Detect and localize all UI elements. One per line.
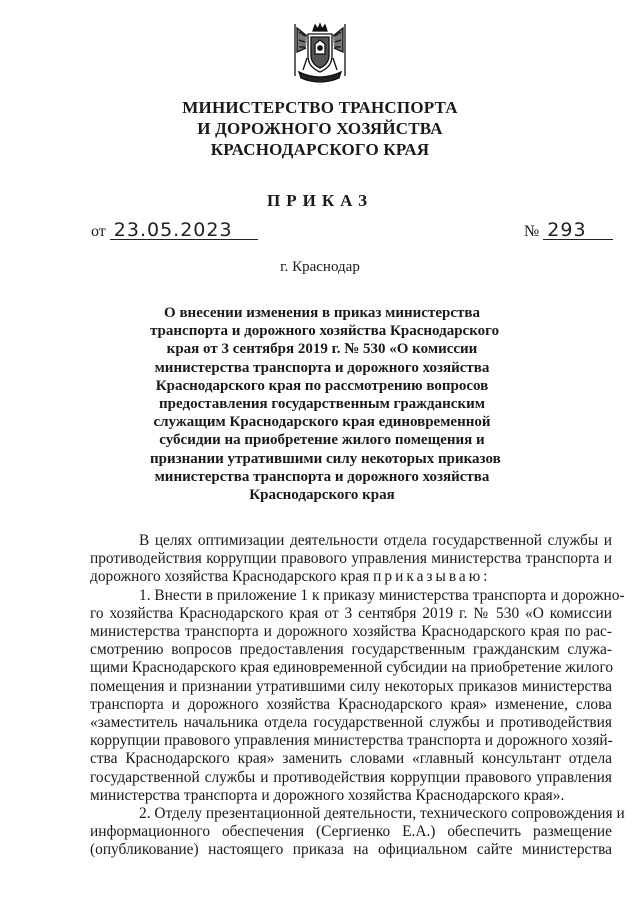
- body-line: го хозяйства Краснодарского края от 3 сентября 2019 г. № 530 «О комиссии: [90, 604, 612, 622]
- title-line: предоставления государственным гражданским: [159, 396, 485, 413]
- body-line: информационного обеспечения (Сергиенко Е.А.) обеспечить размещение: [90, 823, 612, 841]
- body-text: дорожного хозяйства Краснодарского края: [90, 568, 374, 586]
- ministry-name-line: МИНИСТЕРСТВО ТРАНСПОРТА: [182, 98, 458, 117]
- body-line: щими Краснодарского края единовременной субсидии на приобретение жилого: [90, 659, 614, 677]
- title-line: края от 3 сентября 2019 г. № 530 «О комиссии: [166, 341, 478, 358]
- body-line: 1. Внести в приложение 1 к приказу министерства транспорта и дорожно-: [139, 586, 625, 604]
- body-line: транспорта и дорожного хозяйства Краснодарского края» изменение, слова: [90, 695, 612, 713]
- body-line: коррупции правового управления министерства транспорта и дорожного хозяй-: [90, 732, 613, 750]
- order-date: 23.05.2023: [110, 221, 258, 240]
- body-line: противодействия коррупции правового управления министерства транспорта и: [90, 550, 612, 568]
- body-line: государственной службы и противодействия коррупции правового управления: [90, 768, 612, 786]
- title-line: министерства транспорта и дорожного хозяйства: [154, 359, 490, 376]
- order-number-row: [524, 221, 613, 241]
- title-line: признании утратившими силу некоторых приказов: [150, 450, 501, 467]
- body-line: ства Краснодарского края» заменить словами «главный консультант отдела: [90, 750, 612, 768]
- body-line: (опубликование) настоящего приказа на официальном сайте министерства: [90, 841, 612, 859]
- title-line: министерства транспорта и дорожного хозяйства: [154, 468, 490, 485]
- body-line: помещения и признании утратившими силу некоторых приказов министерства: [90, 677, 612, 695]
- title-line: Краснодарского края по рассмотрению вопросов: [155, 377, 489, 394]
- order-number: 293: [543, 221, 613, 240]
- title-line: транспорта и дорожного хозяйства Краснодарского: [150, 323, 500, 340]
- city: г. Краснодар: [280, 259, 360, 275]
- order-body: [90, 532, 625, 860]
- ministry-name-line: КРАСНОДАРСКОГО КРАЯ: [210, 140, 430, 159]
- title-line: О внесении изменения в приказ министерства: [164, 305, 480, 321]
- body-line: министерства транспорта и дорожного хозяйства Краснодарского края по рас-: [90, 623, 612, 641]
- document-type: ПРИКАЗ: [267, 191, 373, 210]
- title-line: Краснодарского края: [249, 487, 395, 504]
- order-verb: приказываю:: [373, 568, 491, 586]
- ministry-name-line: И ДОРОЖНОГО ХОЗЯЙСТВА: [197, 119, 443, 138]
- title-line: субсидии на приобретение жилого помещения и: [159, 432, 485, 449]
- body-line: [90, 568, 612, 586]
- body-line: 2. Отделу презентационной деятельности, технического сопровождения и: [139, 805, 625, 823]
- coat-of-arms-icon: [291, 22, 349, 89]
- title-line: служащим Краснодарского края единовременной: [153, 414, 491, 431]
- body-line: В целях оптимизации деятельности отдела государственной службы и: [139, 532, 612, 549]
- body-line: министерства транспорта и дорожного хозяйства Краснодарского края».: [90, 786, 565, 804]
- body-line: «заместитель начальника отдела государственной службы и противодействия: [90, 714, 612, 732]
- number-prefix: №: [524, 223, 540, 240]
- order-title: [150, 304, 501, 504]
- ministry-name: [0, 97, 640, 160]
- order-date-row: [91, 221, 258, 241]
- date-prefix: от: [91, 223, 106, 240]
- body-line: смотрению вопросов предоставления государственным гражданским служа-: [90, 641, 612, 659]
